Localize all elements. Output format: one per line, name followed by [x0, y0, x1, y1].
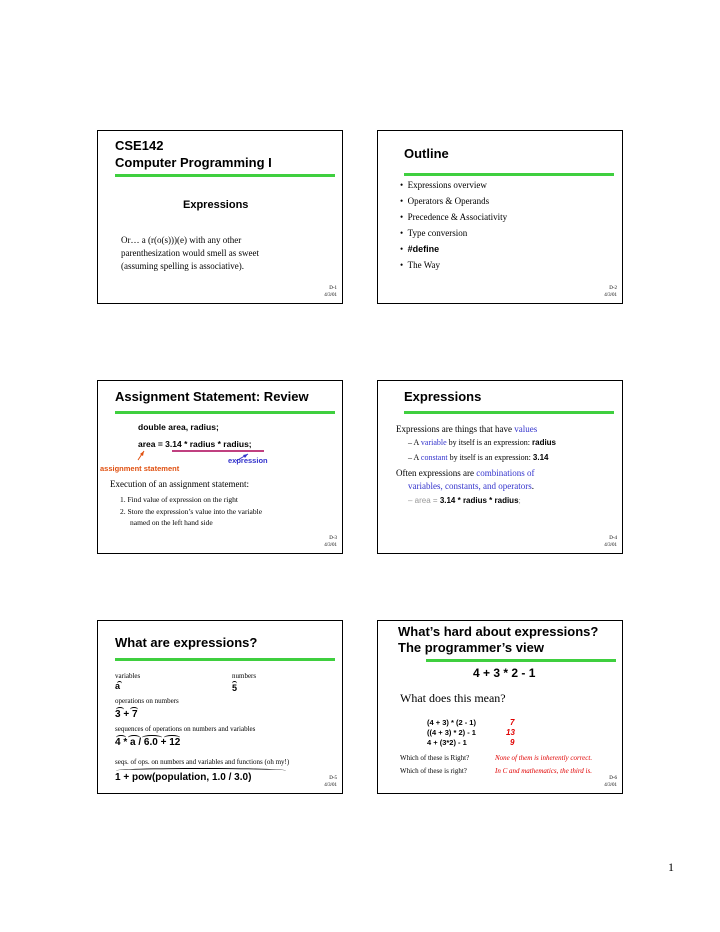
- slide-date: 4/3/01: [324, 543, 337, 548]
- slide-footer: [324, 535, 337, 549]
- expr-variable-line: – A variable by itself is an expression: radius: [408, 438, 557, 447]
- slide-number: D-5: [329, 776, 337, 781]
- title-underline: [404, 411, 614, 414]
- interpretation-expr-3: 4 + (3*2) - 1: [427, 738, 467, 747]
- label-variables: variables: [115, 672, 141, 680]
- interpretation-expr-2: ((4 + 3) * 2) - 1: [427, 728, 476, 737]
- question: What does this mean?: [400, 691, 506, 705]
- slide-number: D-3: [329, 536, 337, 541]
- quote-line-1: Or… a (r(o(s)))(e) with any other: [121, 235, 242, 245]
- interpretation-val-2: 13: [506, 728, 515, 737]
- expr-combinations-1: Often expressions are combinations of: [396, 468, 535, 478]
- example-functions: 1 + pow(population, 1.0 / 3.0): [115, 772, 252, 783]
- slide-number: D-2: [609, 286, 617, 291]
- question-right: Which of these is Right?: [400, 754, 470, 762]
- slide-6: [377, 620, 623, 794]
- slide-footer: [324, 775, 337, 789]
- exec-step-1: 1. Find value of expression on the right: [120, 495, 238, 504]
- expr-def: Expressions are things that have values: [396, 424, 538, 434]
- code-assignment: area = 3.14 * radius * radius;: [138, 439, 252, 449]
- answer-right-c: In C and mathematics, the third is.: [495, 767, 592, 775]
- label-sequences: sequences of operations on numbers and variables: [115, 725, 256, 733]
- slide-title: What are expressions?: [115, 635, 258, 650]
- slide-4: [377, 380, 623, 554]
- interpretation-val-1: 7: [510, 718, 515, 727]
- title-underline: [115, 174, 335, 177]
- slide-date: 4/3/01: [604, 783, 617, 788]
- example-operations: 3 + 7: [115, 709, 138, 720]
- question-right-c: Which of these is right?: [400, 767, 467, 775]
- title-underline: [404, 173, 614, 176]
- slide-5: [97, 620, 343, 794]
- outline-list: [400, 177, 507, 273]
- slide-title-line1: CSE142: [115, 138, 164, 153]
- example-sequences: 4 * a / 6.0 + 12: [115, 737, 181, 748]
- example-number: 5: [232, 683, 238, 693]
- slide-title-line2: Computer Programming I: [115, 155, 272, 170]
- slide-footer: [604, 285, 617, 299]
- outline-item: • Expressions overview: [400, 180, 487, 190]
- interpretation-val-3: 9: [510, 738, 515, 747]
- slide-footer: [604, 535, 617, 549]
- slide-subtitle: Expressions: [183, 199, 249, 211]
- quote-line-2: parenthesization would smell as sweet: [121, 248, 259, 258]
- exec-heading: Execution of an assignment statement:: [110, 479, 249, 489]
- slide-number: D-1: [329, 286, 337, 291]
- slide-title-line1: What’s hard about expressions?: [398, 624, 599, 639]
- answer-right: None of them is inherently correct.: [495, 754, 593, 762]
- slide-footer: [324, 285, 337, 299]
- exec-step-2-cont: named on the left hand side: [130, 518, 213, 527]
- outline-item: • Operators & Operands: [400, 196, 490, 206]
- label-numbers: numbers: [232, 672, 257, 680]
- outline-item: • Precedence & Associativity: [400, 212, 508, 222]
- label-functions: seqs. of ops. on numbers and variables and functions (oh my!): [115, 758, 290, 766]
- title-underline: [426, 659, 616, 662]
- expression-display: 4 + 3 * 2 - 1: [473, 666, 536, 680]
- slide-number: D-4: [609, 536, 617, 541]
- slide-2: [377, 130, 623, 304]
- code-declaration: double area, radius;: [138, 422, 219, 432]
- page-number: 1: [668, 860, 674, 874]
- slide-footer: [604, 775, 617, 789]
- slide-title: Assignment Statement: Review: [115, 389, 309, 404]
- expr-example: – area = 3.14 * radius * radius;: [408, 496, 521, 505]
- label-expression: expression: [228, 456, 268, 465]
- outline-item: • Type conversion: [400, 228, 468, 238]
- outline-item: • The Way: [400, 260, 441, 270]
- slide-title: Outline: [404, 146, 449, 161]
- label-assignment-statement: assignment statement: [100, 464, 180, 473]
- example-variable: a: [115, 681, 121, 691]
- slide-title: Expressions: [404, 389, 482, 404]
- slide-date: 4/3/01: [324, 783, 337, 788]
- slide-date: 4/3/01: [324, 293, 337, 298]
- slide-number: D-6: [609, 776, 617, 781]
- slide-title-line2: The programmer’s view: [398, 640, 544, 655]
- interpretation-expr-1: (4 + 3) * (2 - 1): [427, 718, 476, 727]
- slide-3: [97, 380, 343, 554]
- exec-step-2: 2. Store the expression’s value into the variable: [120, 507, 263, 516]
- slide-date: 4/3/01: [604, 293, 617, 298]
- expr-combinations-2: variables, constants, and operators.: [408, 481, 534, 491]
- title-underline: [115, 658, 335, 661]
- slide-date: 4/3/01: [604, 543, 617, 548]
- label-operations: operations on numbers: [115, 697, 179, 705]
- quote-line-3: (assuming spelling is associative).: [121, 261, 244, 271]
- outline-item: • #define: [400, 244, 440, 254]
- slide-1: [97, 130, 343, 304]
- expr-constant-line: – A constant by itself is an expression: 3.14: [408, 453, 549, 462]
